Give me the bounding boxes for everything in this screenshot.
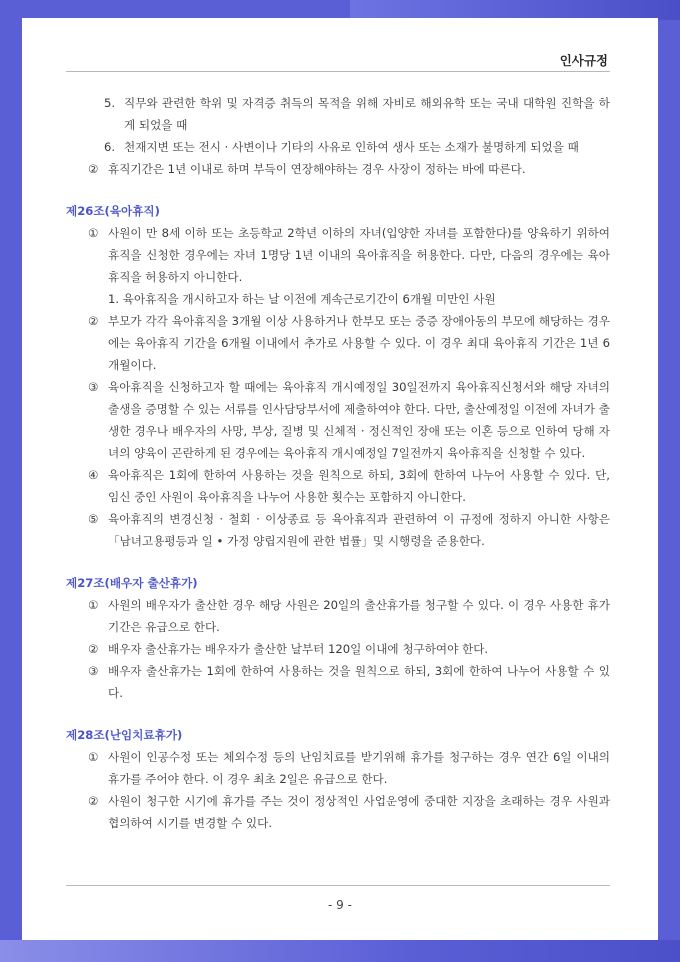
list-item [66, 464, 610, 508]
item-text: 배우자 출산휴가는 배우자가 출산한 날부터 120일 이내에 청구하여야 한다. [108, 642, 489, 656]
item-text: 1. 육아휴직을 개시하고자 하는 날 이전에 계속근로기간이 6개월 미만인 사원 [108, 292, 496, 306]
item-number: ① [88, 226, 99, 240]
item-text: 배우자 출산휴가는 1회에 한하여 사용하는 것을 원칙으로 하되, 3회에 한하여 나누어 사용할 수 있다. [108, 664, 610, 700]
item-number: ② [88, 162, 99, 176]
header-divider [66, 71, 610, 72]
item-number: ④ [88, 468, 99, 482]
list-item [66, 376, 610, 464]
page-header-title: 인사규정 [559, 53, 608, 68]
item-text: 사원이 인공수정 또는 체외수정 등의 난임치료를 받기위해 휴가를 청구하는 경우 연간 6일 이내의 휴가를 주어야 한다. 이 경우 최초 2일은 유급으로 한다. [108, 750, 610, 786]
article-heading-26: 제26조(육아휴직) [66, 204, 160, 218]
document-page [22, 18, 658, 940]
footer-divider [66, 885, 610, 886]
article-heading-28: 제28조(난임치료휴가) [66, 728, 183, 742]
item-text: 사원의 배우자가 출산한 경우 해당 사원은 20일의 출산휴가를 청구할 수 있다. 이 경우 사용한 휴가기간은 유급으로 한다. [108, 598, 610, 634]
item-number: ② [88, 642, 99, 656]
footer-accent-band [0, 940, 680, 962]
item-text: 사원이 청구한 시기에 휴가를 주는 것이 정상적인 사업운영에 중대한 지장을 초래하는 경우 사원과 협의하여 시기를 변경할 수 있다. [108, 794, 610, 830]
list-item [66, 310, 610, 376]
list-item [66, 660, 610, 704]
page-number: - 9 - [328, 898, 352, 912]
list-item [66, 92, 610, 136]
list-item [66, 790, 610, 834]
document-body [66, 92, 610, 834]
list-item [66, 136, 610, 158]
item-text: 육아휴직을 신청하고자 할 때에는 육아휴직 개시예정일 30일전까지 육아휴직신청서와 해당 자녀의 출생을 증명할 수 있는 서류를 인사담당부서에 제출하여야 한다. 다만, 출산예정일 이전에 자녀가 출생한 경우나 배우자의 사망, 부상, 질병 및 신체적 · 정신적인 장애 또는 이혼 등으로 인하여 당해 자녀의 양육이 곤란하게 된 경우에는 육아휴직 개시예정일 7일전까지 육아휴직을 신청할 수 있다. [108, 380, 610, 460]
item-number: ③ [88, 380, 99, 394]
list-item [66, 288, 610, 310]
list-item [66, 638, 610, 660]
item-number: ② [88, 794, 99, 808]
item-number: 5. [104, 96, 116, 110]
header-accent-band [350, 0, 680, 20]
item-text: 휴직기간은 1년 이내로 하며 부득이 연장해야하는 경우 사장이 정하는 바에 따른다. [108, 162, 526, 176]
article-heading-27: 제27조(배우자 출산휴가) [66, 576, 198, 590]
list-item [66, 508, 610, 552]
item-text: 직무와 관련한 학위 및 자격증 취득의 목적을 위해 자비로 해외유학 또는 국내 대학원 진학을 하게 되었을 때 [124, 96, 610, 132]
item-text: 육아휴직은 1회에 한하여 사용하는 것을 원칙으로 하되, 3회에 한하여 나누어 사용할 수 있다. 단, 임신 중인 사원이 육아휴직을 나누어 사용한 횟수는 포함하지 아니한다. [108, 468, 610, 504]
item-number: ① [88, 750, 99, 764]
item-text: 천재지변 또는 전시 · 사변이나 기타의 사유로 인하여 생사 또는 소재가 불명하게 되었을 때 [124, 140, 579, 154]
item-text: 사원이 만 8세 이하 또는 초등학교 2학년 이하의 자녀(입양한 자녀를 포함한다)를 양육하기 위하여 휴직을 신청한 경우에는 자녀 1명당 1년 이내의 육아휴직을 허용한다. 다만, 다음의 경우에는 육아휴직을 허용하지 아니한다. [108, 226, 610, 284]
item-text: 부모가 각각 육아휴직을 3개월 이상 사용하거나 한부모 또는 중증 장애아동의 부모에 해당하는 경우에는 육아휴직 기간을 6개월 이내에서 추가로 사용할 수 있다. 이 경우 최대 육아휴직 기간은 1년 6개월이다. [108, 314, 610, 372]
item-number: ③ [88, 664, 99, 678]
item-number: ⑤ [88, 512, 99, 526]
item-number: 6. [104, 140, 116, 154]
item-text: 육아휴직의 변경신청 · 철회 · 이상종료 등 육아휴직과 관련하여 이 규정에 정하지 아니한 사항은 「남녀고용평등과 일 • 가정 양립지원에 관한 법률」및 시행령을 준용한다. [108, 512, 610, 548]
list-item [66, 158, 610, 180]
list-item [66, 746, 610, 790]
list-item [66, 222, 610, 288]
item-number: ② [88, 314, 99, 328]
list-item [66, 594, 610, 638]
item-number: ① [88, 598, 99, 612]
